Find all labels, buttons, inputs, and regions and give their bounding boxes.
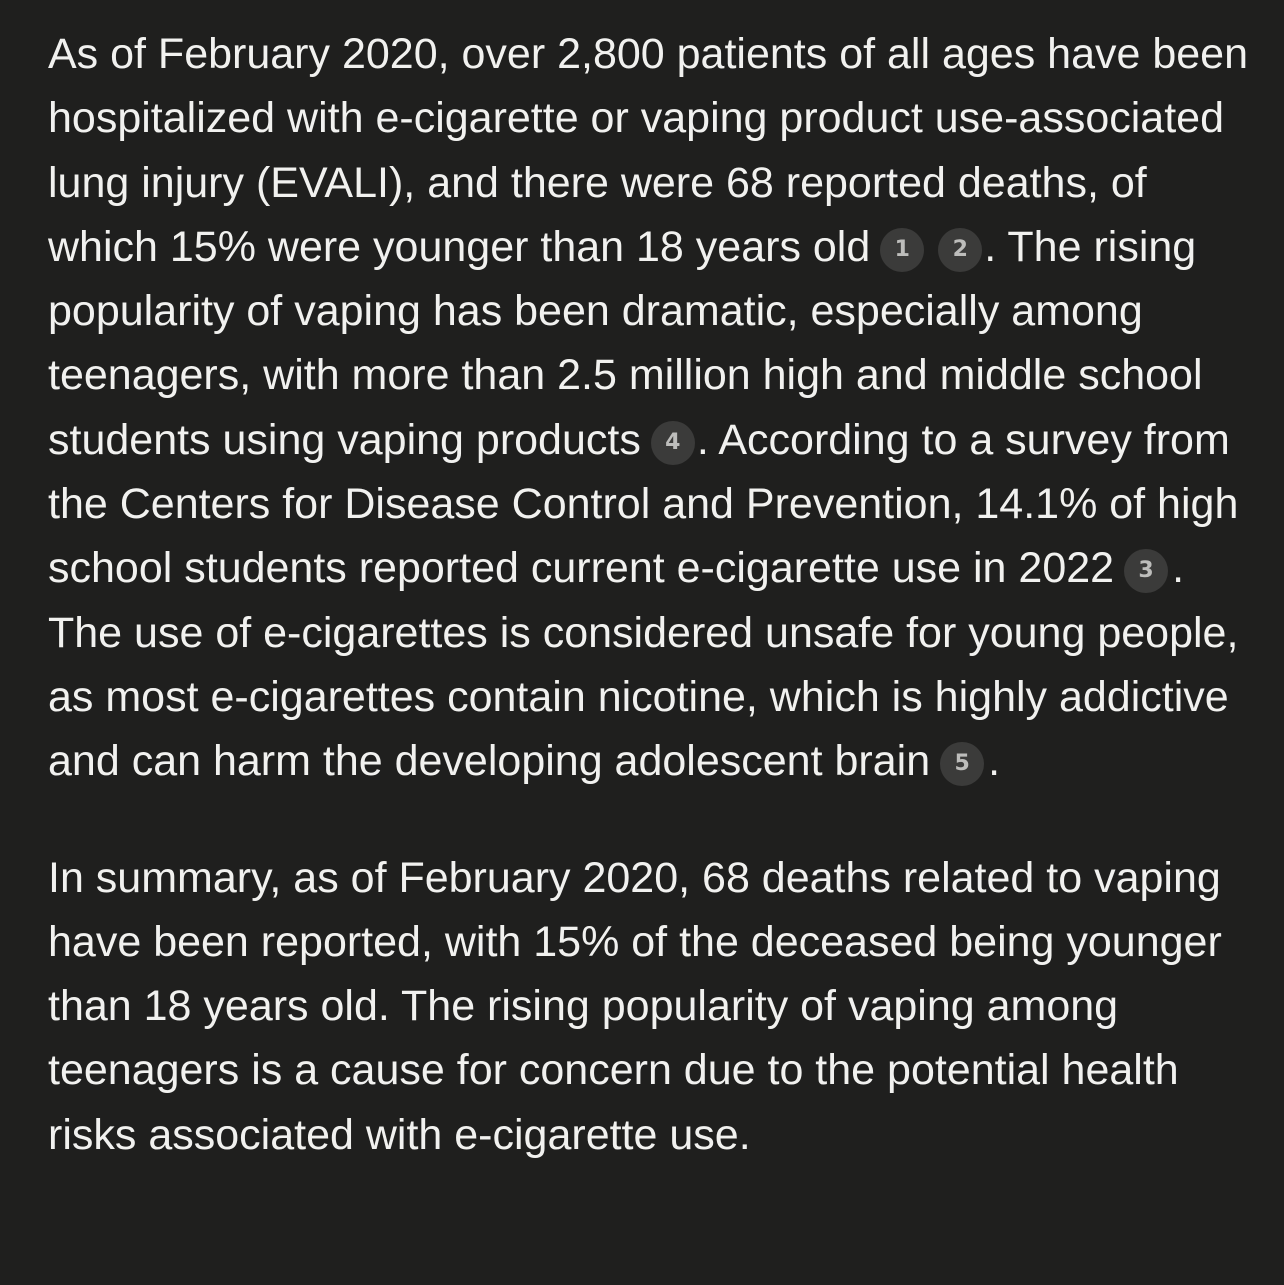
paragraph-text: . According to a survey from the Centers for Disease Control and Prevention, 14.1% of high school students reported current e-cigarette use in 2022 xyxy=(48,415,1239,593)
paragraph-text: As of February 2020, over 2,800 patients of all ages have been hospitalized with e-cigarette or vaping product use-associated lung injury (EVALI), and there were 68 reported deaths, of which 15% were younger than 18 years old xyxy=(48,30,1249,271)
citation-badge-1[interactable]: 1 xyxy=(880,228,924,272)
citation-badge-3[interactable]: 3 xyxy=(1124,549,1168,593)
paragraph-text: . The use of e-cigarettes is considered unsafe for young people, as most e-cigarettes contain nicotine, which is highly addictive and can harm the developing adolescent brain xyxy=(48,544,1239,786)
citation-badge-4[interactable]: 4 xyxy=(651,421,695,465)
citation-badge-2[interactable]: 2 xyxy=(938,228,982,272)
paragraph-text: . The rising popularity of vaping has been dramatic, especially among teenagers, with more than 2.5 million high and middle school students using vaping products xyxy=(48,222,1203,464)
answer-paragraph-1 xyxy=(48,22,1248,794)
paragraph-text: . xyxy=(988,737,1001,786)
answer-paragraph-2: In summary, as of February 2020, 68 deaths related to vaping have been reported, with 15% of the deceased being younger than 18 years old. The rising popularity of vaping among teenagers is a cause for concern due to the potential health risks associated with e-cigarette use. xyxy=(48,853,1222,1159)
citation-badge-5[interactable]: 5 xyxy=(940,742,984,786)
assistant-answer xyxy=(48,22,1248,1167)
